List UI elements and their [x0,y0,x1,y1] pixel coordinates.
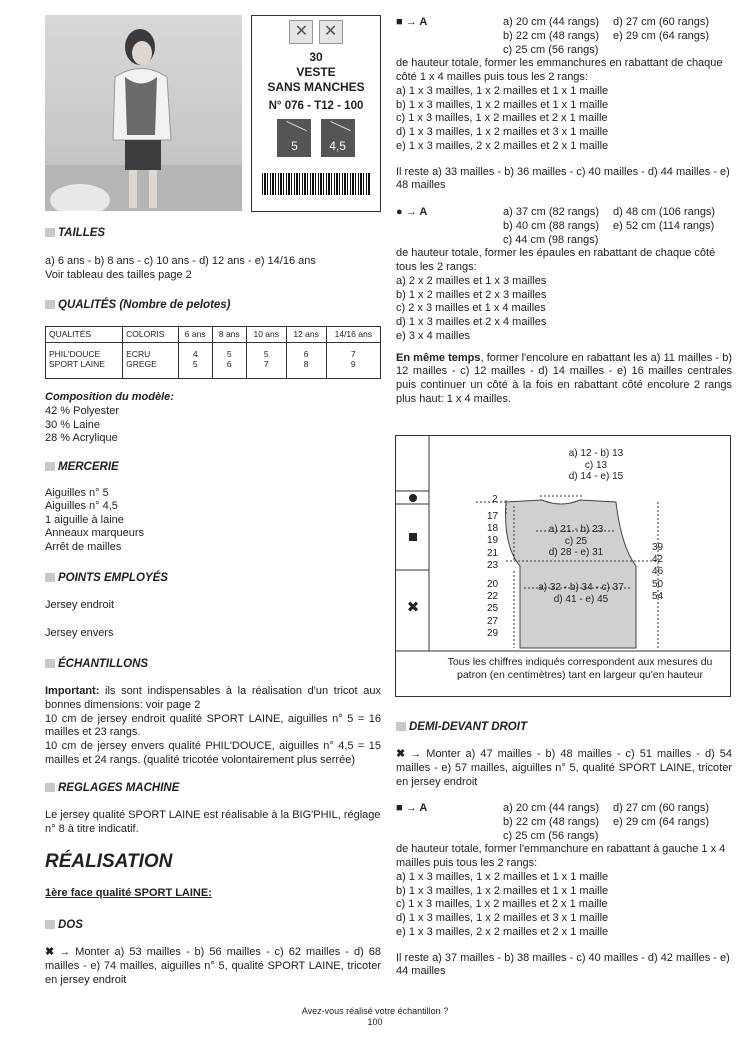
points-heading: POINTS EMPLOYÉS [45,571,168,585]
table-row: PHIL'DOUCE SPORT LAINE ECRU GREGE 4 5 5 6 5 7 6 8 7 9 [46,342,381,378]
emmanchures-section: ■ → A a) 20 cm (44 rangs) b) 22 cm (48 rangs) c) 25 cm (56 rangs) d) 27 cm (60 rangs) e) 29 cm (64 rangs) de hauteur totale, former les emmanchures en rabattant de chaque côté 1 x 4 mailles puis tous les 2 rangs: a) 1 x 3 mailles, 1 x 2 mailles et 1 x 1 maille b) 1 x 3 mailles, 1 x 2 mailles et 1 x 1 maille c) 1 x 3 mailles, 1 x 2 mailles et 2 x 1 maille d) 1 x 3 mailles, 1 x 2 mailles et 3 x 1 maille e) 1 x 3 mailles, 2 x 2 mailles et 2 x 1 maille Il reste a) 33 mailles - b) 36 mailles - c) 40 mailles - d) 44 mailles - e) 48 mailles [396,16,730,192]
needle-size-box: 5 [277,119,311,157]
card-reference: N° 076 - T12 - 100 [268,100,364,112]
realisation-title: RÉALISATION [45,851,173,872]
card-title-2: SANS MANCHES [267,80,365,94]
needle-size-box: 4,5 [321,119,355,157]
table-header-row: QUALITÉS COLORIS 6 ans 8 ans 10 ans 12 ans 14/16 ans [46,327,381,343]
tailles-text: a) 6 ans - b) 8 ans - c) 10 ans - d) 12 ans - e) 14/16 ans Voir tableau des tailles page 2 [45,255,316,281]
model-photo [45,15,242,211]
barcode [262,173,370,195]
diagram-mid-label: a) 21 - b) 23 c) 25 d) 28 - e) 31 [548,524,604,558]
diagram-label: 2 [492,494,498,505]
footer: Avez-vous réalisé votre échantillon ? 100 [0,1006,750,1029]
dos-heading: DOS [45,918,83,932]
point-item: Jersey envers [45,627,114,639]
diagram-top-label: a) 12 - b) 13 c) 13 d) 14 - e) 15 [568,448,624,482]
card-number: 30 [309,50,323,64]
reglages-heading: REGLAGES MACHINE [45,781,179,795]
composition: Composition du modèle: 42 % Polyester 30 % Laine 28 % Acrylique [45,391,174,445]
pattern-card [251,15,381,212]
page-number: 100 [367,1017,383,1028]
diagram-left-values: 17 18 19 21 23 [487,511,499,571]
needle-icon: ✕ [289,20,313,44]
needle-icon: ✕ [319,20,343,44]
demi-devant-emmanchure: ■ → A a) 20 cm (44 rangs) b) 22 cm (48 rangs) c) 25 cm (56 rangs) d) 27 cm (60 rangs) e) 29 cm (64 rangs) de hauteur totale, former l'emmanchure en rabattant à gauche 1 x 4 mailles puis tous les 2 rangs: a) 1 x 3 mailles, 1 x 2 mailles et 1 x 1 maille b) 1 x 3 mailles, 1 x 2 mailles et 1 x 1 maille c) 1 x 3 mailles, 1 x 2 mailles et 2 x 1 maille d) 1 x 3 mailles, 1 x 2 mailles et 3 x 1 maille e) 1 x 3 mailles, 2 x 2 mailles et 2 x 1 maille Il reste a) 37 mailles - b) 38 mailles - c) 40 mailles - d) 42 mailles - e) 44 mailles [396,802,730,978]
realisation-subtitle: 1ère face qualité SPORT LAINE: [45,887,212,899]
tailles-heading: TAILLES [45,226,105,240]
echantillons-heading: ÉCHANTILLONS [45,657,148,671]
diagram-bottom-label: a) 32 - b) 34 - c) 37 d) 41 - e) 45 [538,582,624,605]
echantillons-text: Important: ils sont indispensables à la réalisation d'un tricot aux bonnes dimensions: voir page 2 10 cm de jersey endroit qualité SPORT LAINE, aiguilles n° 5 = 16 mailles et 23 rangs. 10 cm de jersey envers qualité PHIL'DOUCE, aiguilles n° 4,5 = 15 mailles et 24 rangs. (qualité tricotée volontairement plus serrée) [45,685,381,766]
diagram-right-values: 39 42 46 50 54 [652,542,664,602]
demi-devant-text: ✖ → Monter a) 47 mailles - b) 48 mailles - c) 51 mailles - d) 54 mailles - e) 57 mailles, aiguilles n° 5, qualité SPORT LAINE, tricoter en jersey endroit [396,748,732,788]
qualites-table [45,326,381,379]
card-title-1: VESTE [296,65,336,79]
pattern-diagram [395,435,731,697]
epaules-section: ● → A a) 37 cm (82 rangs) b) 40 cm (88 rangs) c) 44 cm (98 rangs) d) 48 cm (106 rangs) e) 52 cm (114 rangs) de hauteur totale, former les épaules en rabattant de chaque côté tous les 2 rangs: a) 2 x 2 mailles et 1 x 3 mailles b) 1 x 2 mailles et 2 x 3 mailles c) 2 x 3 mailles et 1 x 4 mailles d) 1 x 3 mailles et 2 x 4 mailles e) 3 x 4 mailles En même temps, former l'encolure en rabattant les a) 11 mailles - b) 12 mailles - c) 12 mailles - d) 14 mailles - e) 16 mailles centrales puis continuer un côté à la fois en rabattant côté encolure 2 rangs plus haut: 1 x 4 mailles. [396,206,732,405]
qualites-heading: QUALITÉS (Nombre de pelotes) [45,298,231,312]
mercerie-heading: MERCERIE [45,460,119,474]
point-item: Jersey endroit [45,599,115,611]
reglages-text: Le jersey qualité SPORT LAINE est réalisable à la BIG'PHIL, réglage n° 8 à titre indicatif. [45,809,381,835]
cross-icon: ✖ [406,599,420,616]
demi-devant-heading: DEMI-DEVANT DROIT [396,720,527,734]
mercerie-list: Aiguilles n° 5 Aiguilles n° 4,5 1 aiguille à laine Anneaux marqueurs Arrêt de mailles [45,487,145,553]
dos-text: ✖ → Monter a) 53 mailles - b) 56 mailles - c) 62 mailles - d) 68 mailles - e) 74 mailles, aiguilles n° 5, qualité SPORT LAINE, tricoter en jersey endroit [45,946,381,986]
diagram-caption: Tous les chiffres indiqués correspondent aux mesures du patron (en centimètres) tant en largeur qu'en hauteur [447,656,713,682]
diagram-left-values: 20 22 25 27 29 [487,579,499,639]
